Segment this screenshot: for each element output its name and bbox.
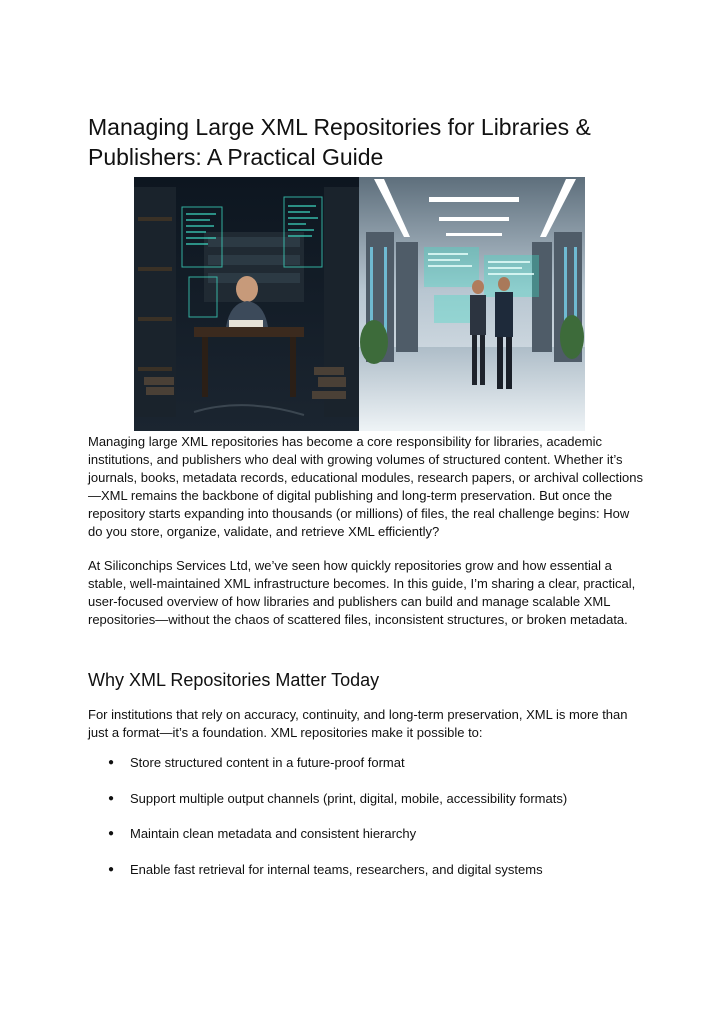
bullet-icon: ● bbox=[108, 828, 115, 840]
bullet-icon: ● bbox=[108, 757, 115, 768]
list-item-text: Enable fast retrieval for internal teams, researchers, and digital systems bbox=[130, 862, 543, 878]
bullet-icon: ● bbox=[108, 864, 115, 876]
intro-paragraph: Managing large XML repositories has become a core responsibility for libraries, academic institutions, and publishers who deal with growing volumes of structured content. Whether it’s journals, books, metadata records, educational modules, research papers, or archival collections—XML remains the backbone of digital publishing and long-term preservation. But once the repository starts expanding into thousands (or millions) of files, the real challenge begins: How do you store, organize, validate, and retrieve XML efficiently? bbox=[88, 434, 643, 539]
list-item-text: Support multiple output channels (print, digital, mobile, accessibility formats) bbox=[130, 790, 568, 806]
list-item bbox=[88, 825, 648, 843]
list-item bbox=[88, 754, 648, 772]
page-title: Managing Large XML Repositories for Libraries & Publishers: A Practical Guide bbox=[88, 114, 591, 170]
section-heading: Why XML Repositories Matter Today bbox=[88, 670, 380, 690]
bullet-list bbox=[88, 754, 648, 897]
bullet-icon: ● bbox=[108, 792, 115, 804]
hero-image bbox=[134, 177, 585, 431]
library-datacenter-illustration-icon bbox=[134, 177, 585, 431]
section-intro: For institutions that rely on accuracy, continuity, and long-term preservation, XML is more than just a format—it’s a foundation. XML repositories make it possible to: bbox=[88, 707, 628, 740]
list-item-text: Store structured content in a future-proof format bbox=[130, 755, 405, 770]
list-item bbox=[88, 790, 648, 808]
list-item-text: Maintain clean metadata and consistent hierarchy bbox=[130, 826, 417, 842]
company-paragraph: At Siliconchips Services Ltd, we’ve seen how quickly repositories grow and how essential a stable, well-maintained XML infrastructure becomes. In this guide, I’m sharing a clear, practical, user-focused overview of how libraries and publishers can build and manage scalable XML repositories—without the chaos of scattered files, inconsistent structures, or broken metadata. bbox=[88, 558, 636, 627]
list-item bbox=[88, 861, 648, 879]
